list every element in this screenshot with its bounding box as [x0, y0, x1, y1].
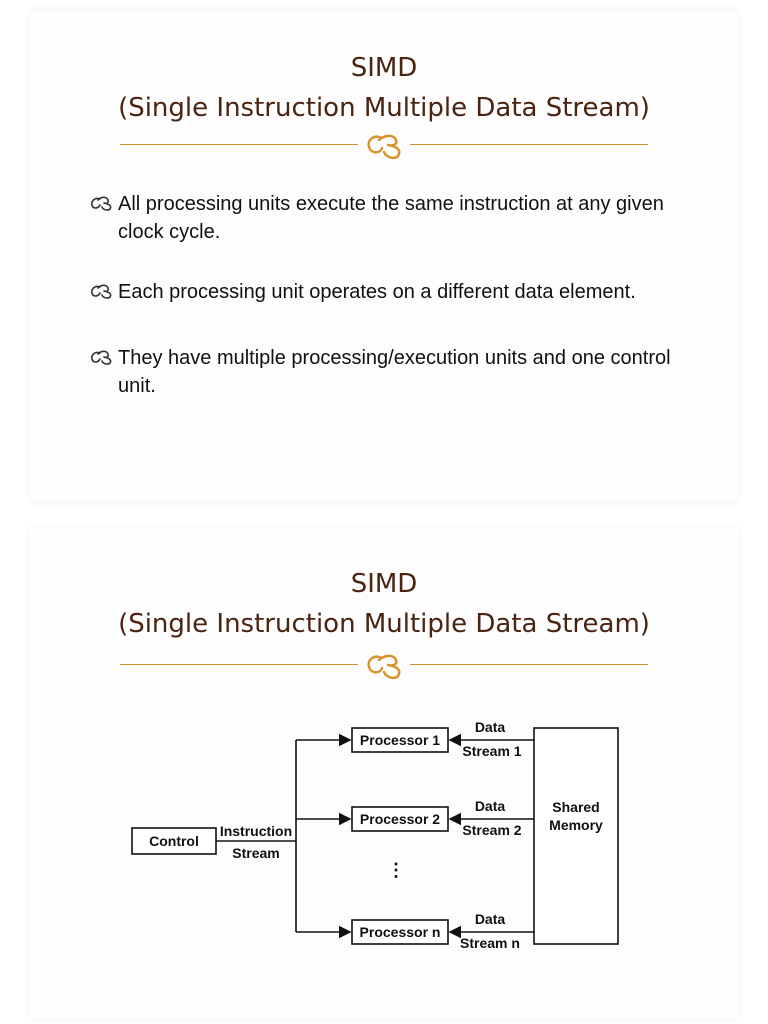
processor-label: Processor 2: [359, 811, 441, 827]
slide-title: [30, 48, 738, 128]
title-line-1: SIMD: [350, 53, 418, 83]
shared-memory-box: [534, 728, 618, 944]
bullet-text: Each processing unit operates on a different data element.: [118, 281, 636, 303]
data-label-1: Data: [474, 911, 506, 927]
bullet-item: [90, 278, 690, 306]
instruction-label-1: Instruction: [219, 823, 293, 839]
memory-label-1: Shared: [552, 799, 600, 815]
bullet-list: [90, 190, 690, 432]
bullet-item: [90, 344, 690, 400]
data-label-2: Stream 1: [462, 743, 522, 759]
slide-2: [30, 528, 738, 1018]
data-label-2: Stream n: [460, 935, 520, 951]
title-line-2: (Single Instruction Multiple Data Stream): [118, 609, 650, 639]
data-label-2: Stream 2: [462, 822, 522, 838]
curl-bullet-icon: [90, 348, 114, 366]
title-line-2: (Single Instruction Multiple Data Stream): [118, 93, 650, 123]
data-label-1: Data: [474, 798, 506, 814]
data-label-1: Data: [474, 719, 506, 735]
processor-label: Processor n: [359, 924, 441, 940]
ellipsis: ⋮: [387, 860, 405, 880]
curl-bullet-icon: [90, 282, 114, 300]
slide-title: [30, 564, 738, 644]
divider-line-right: [410, 664, 648, 665]
divider-line-right: [410, 144, 648, 145]
ornament-icon: [364, 650, 406, 680]
curl-bullet-icon: [90, 194, 114, 212]
instruction-label-2: Stream: [232, 845, 280, 861]
divider-line-left: [120, 664, 358, 665]
memory-label-2: Memory: [549, 817, 603, 833]
title-line-1: SIMD: [350, 569, 418, 599]
title-divider: [120, 130, 648, 160]
bullet-item: [90, 190, 690, 246]
bullet-text: They have multiple processing/execution units and one control unit.: [118, 347, 671, 397]
bullet-text: All processing units execute the same instruction at any given clock cycle.: [118, 193, 664, 243]
ornament-icon: [364, 130, 406, 160]
processor-label: Processor 1: [359, 732, 441, 748]
slide-1: [30, 10, 738, 502]
control-label: Control: [149, 833, 199, 849]
divider-line-left: [120, 144, 358, 145]
title-divider: [120, 650, 648, 680]
simd-diagram: [128, 716, 628, 956]
